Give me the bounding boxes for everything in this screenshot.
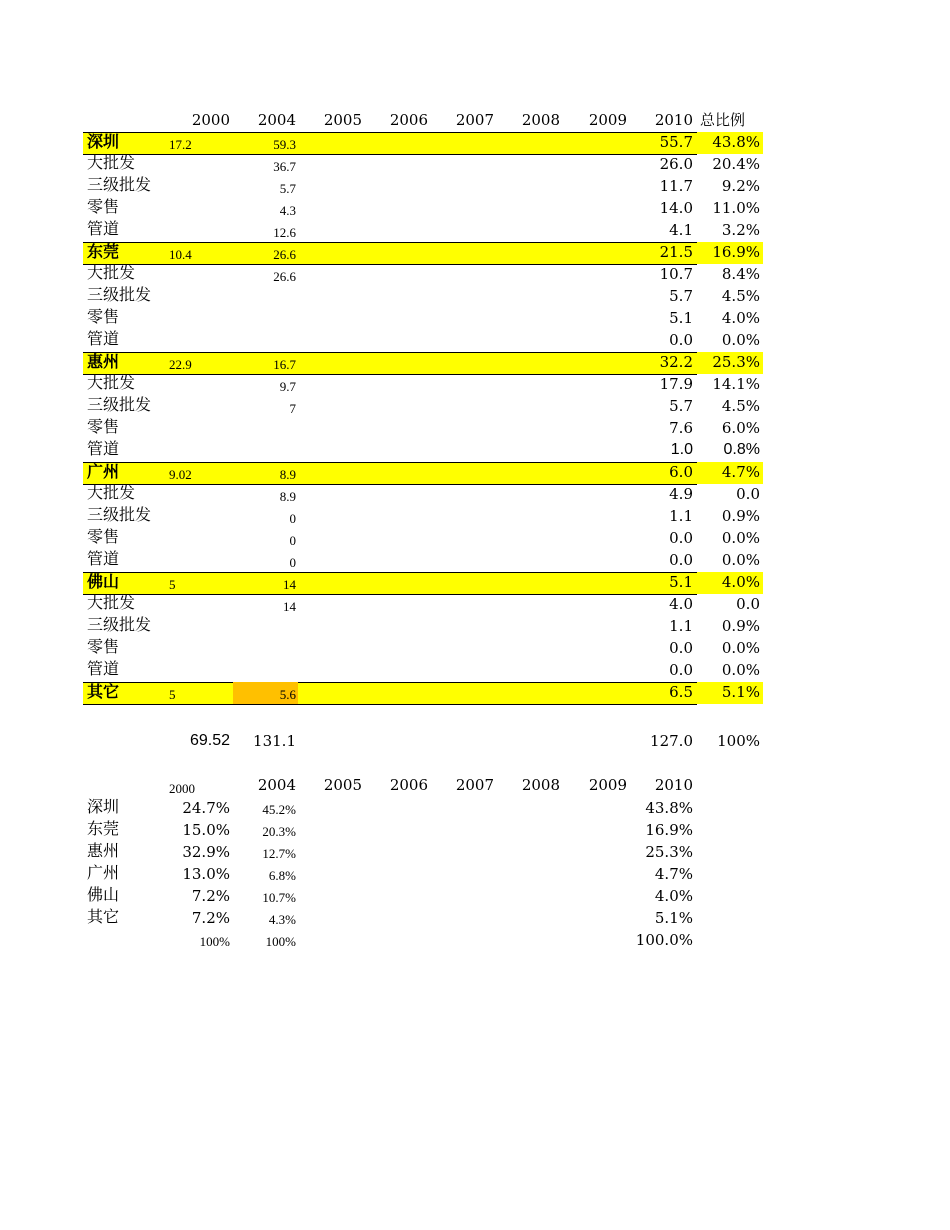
group-pct: 43.8% (712, 133, 760, 151)
sub-value-2010: 0.0 (669, 551, 693, 569)
sub-pct: 0.0% (721, 331, 760, 349)
share-row-name: 东莞 (87, 819, 120, 838)
group-pct: 4.0% (721, 573, 760, 591)
share-header-year-2000: 2000 (169, 781, 195, 796)
sub-pct: 14.1% (712, 375, 760, 393)
group-pct: 4.7% (721, 463, 760, 481)
group-value-2000: 10.4 (169, 247, 192, 262)
sub-value-2004: 5.7 (279, 181, 296, 196)
share-value-2000: 24.7% (182, 799, 230, 817)
group-name: 佛山 (87, 572, 120, 591)
sub-value-2010: 14.0 (659, 199, 693, 217)
group-top-line (83, 462, 697, 463)
sub-name: 三级批发 (87, 505, 152, 524)
sub-pct: 0.0% (721, 529, 760, 547)
sub-pct: 8.4% (721, 265, 760, 283)
share-header-year-2009: 2009 (588, 776, 627, 794)
sub-value-2010: 17.9 (659, 375, 693, 393)
group-top-line (83, 242, 697, 243)
share-header-year-2005: 2005 (323, 776, 362, 794)
sub-value-2004: 0 (289, 555, 296, 570)
header-year-2009: 2009 (588, 111, 627, 129)
share-header-year-2006: 2006 (389, 776, 428, 794)
sub-value-2004: 0 (289, 511, 296, 526)
sub-pct: 0.8% (723, 441, 760, 458)
group-value-2004: 8.9 (279, 467, 296, 482)
header-year-2008: 2008 (521, 111, 560, 129)
share-value-2004: 4.3% (268, 912, 296, 927)
sub-value-2010: 11.7 (659, 177, 693, 195)
sub-value-2004: 12.6 (273, 225, 296, 240)
sub-name: 三级批发 (87, 285, 152, 304)
sub-name: 管道 (87, 659, 120, 678)
group-pct: 5.1% (721, 683, 760, 701)
share-value-2004: 20.3% (262, 824, 296, 839)
group-name: 广州 (87, 462, 120, 481)
sub-pct: 0.9% (721, 617, 760, 635)
sub-value-2010: 4.9 (669, 485, 693, 503)
header-year-2005: 2005 (323, 111, 362, 129)
sub-name: 三级批发 (87, 615, 152, 634)
sub-name: 管道 (87, 439, 120, 458)
group-value-2010: 21.5 (659, 243, 693, 261)
share-value-2004: 6.8% (268, 868, 296, 883)
sub-value-2004: 14 (283, 599, 296, 614)
group-value-2004: 59.3 (273, 137, 296, 152)
sub-value-2010: 1.0 (670, 441, 693, 458)
share-header-year-2007: 2007 (455, 776, 494, 794)
group-value-2010: 6.5 (669, 683, 693, 701)
sub-value-2010: 4.1 (669, 221, 693, 239)
share-value-2010: 25.3% (645, 843, 693, 861)
total-2000: 69.52 (189, 732, 230, 749)
sub-name: 管道 (87, 329, 120, 348)
sub-pct: 11.0% (712, 199, 760, 217)
sub-value-2004: 36.7 (273, 159, 296, 174)
sub-pct: 4.5% (721, 287, 760, 305)
share-total-2004: 100% (265, 934, 296, 949)
group-value-2000: 9.02 (169, 467, 192, 482)
share-value-2010: 5.1% (654, 909, 693, 927)
group-top-line (83, 352, 697, 353)
group-value-2004: 14 (283, 577, 296, 592)
sub-value-2010: 5.1 (669, 309, 693, 327)
header-year-2006: 2006 (389, 111, 428, 129)
share-value-2000: 15.0% (182, 821, 230, 839)
share-value-2000: 7.2% (191, 887, 230, 905)
header-year-2010: 2010 (654, 111, 693, 129)
share-row-name: 佛山 (87, 885, 120, 904)
total-pct: 100% (717, 732, 760, 750)
share-header-year-2010: 2010 (654, 776, 693, 794)
sub-pct: 0.0% (721, 551, 760, 569)
group-value-2004: 5.6 (279, 687, 296, 702)
sub-name: 零售 (87, 527, 120, 546)
group-value-2000: 17.2 (169, 137, 192, 152)
sub-pct: 20.4% (712, 155, 760, 173)
group-value-2010: 6.0 (669, 463, 693, 481)
sub-name: 大批发 (87, 593, 136, 612)
group-value-2004: 26.6 (273, 247, 296, 262)
sub-value-2010: 0.0 (669, 639, 693, 657)
share-row-name: 广州 (87, 863, 120, 882)
sub-name: 零售 (87, 197, 120, 216)
group-value-2000: 5 (169, 687, 176, 702)
sub-value-2004: 7 (289, 401, 296, 416)
group-name: 深圳 (87, 132, 120, 151)
sub-value-2010: 0.0 (669, 661, 693, 679)
sub-pct: 4.0% (721, 309, 760, 327)
sub-name: 大批发 (87, 153, 136, 172)
sub-name: 大批发 (87, 483, 136, 502)
sub-value-2004: 0 (289, 533, 296, 548)
share-row-name: 深圳 (87, 797, 120, 816)
sub-pct: 0.0% (721, 639, 760, 657)
group-top-line (83, 682, 697, 683)
sub-name: 管道 (87, 219, 120, 238)
group-value-2000: 5 (169, 577, 176, 592)
sub-pct: 0.0 (736, 595, 760, 613)
sub-name: 零售 (87, 417, 120, 436)
sub-name: 管道 (87, 549, 120, 568)
sub-name: 三级批发 (87, 395, 152, 414)
sub-value-2004: 9.7 (279, 379, 296, 394)
share-value-2004: 10.7% (262, 890, 296, 905)
share-row-name: 其它 (87, 907, 120, 926)
share-value-2004: 45.2% (262, 802, 296, 817)
sub-name: 零售 (87, 637, 120, 656)
sub-name: 三级批发 (87, 175, 152, 194)
sub-name: 零售 (87, 307, 120, 326)
group-value-2004: 16.7 (273, 357, 296, 372)
group-value-2010: 55.7 (659, 133, 693, 151)
header-year-2004: 2004 (257, 111, 296, 129)
group-value-2000: 22.9 (169, 357, 192, 372)
sub-value-2010: 0.0 (669, 331, 693, 349)
sub-pct: 0.0 (736, 485, 760, 503)
group-name: 东莞 (87, 242, 120, 261)
share-header-year-2008: 2008 (521, 776, 560, 794)
group-top-line (83, 132, 697, 133)
share-value-2010: 4.7% (654, 865, 693, 883)
share-value-2000: 32.9% (182, 843, 230, 861)
header-total-ratio: 总比例 (700, 111, 746, 129)
sub-value-2010: 5.7 (669, 397, 693, 415)
sub-value-2010: 0.0 (669, 529, 693, 547)
header-year-2007: 2007 (455, 111, 494, 129)
share-total-2010: 100.0% (635, 931, 693, 949)
sub-value-2004: 8.9 (279, 489, 296, 504)
share-value-2010: 43.8% (645, 799, 693, 817)
share-total-2000: 100% (199, 934, 230, 949)
sub-pct: 0.9% (721, 507, 760, 525)
sub-pct: 9.2% (721, 177, 760, 195)
total-2004: 131.1 (253, 732, 296, 750)
group-top-line (83, 572, 697, 573)
share-value-2000: 13.0% (182, 865, 230, 883)
sub-value-2010: 7.6 (669, 419, 693, 437)
sub-value-2004: 26.6 (273, 269, 296, 284)
group-value-2010: 32.2 (659, 353, 693, 371)
sub-name: 大批发 (87, 263, 136, 282)
group-pct: 16.9% (712, 243, 760, 261)
header-year-2000: 2000 (191, 111, 230, 129)
sub-name: 大批发 (87, 373, 136, 392)
group-name: 其它 (87, 682, 120, 701)
sub-value-2010: 10.7 (659, 265, 693, 283)
share-row-name: 惠州 (87, 841, 120, 860)
total-2010: 127.0 (650, 732, 693, 750)
sub-value-2010: 1.1 (669, 507, 693, 525)
group-pct: 25.3% (712, 353, 760, 371)
share-value-2000: 7.2% (191, 909, 230, 927)
sub-pct: 6.0% (721, 419, 760, 437)
sub-pct: 3.2% (721, 221, 760, 239)
sub-value-2004: 4.3 (279, 203, 296, 218)
sub-value-2010: 26.0 (659, 155, 693, 173)
group-value-2010: 5.1 (669, 573, 693, 591)
share-value-2010: 16.9% (645, 821, 693, 839)
share-value-2010: 4.0% (654, 887, 693, 905)
sub-value-2010: 1.1 (669, 617, 693, 635)
group-name: 惠州 (87, 352, 120, 371)
sub-value-2010: 5.7 (669, 287, 693, 305)
share-value-2004: 12.7% (262, 846, 296, 861)
share-header-year-2004: 2004 (257, 776, 296, 794)
sub-pct: 4.5% (721, 397, 760, 415)
sub-pct: 0.0% (721, 661, 760, 679)
sub-value-2010: 4.0 (669, 595, 693, 613)
